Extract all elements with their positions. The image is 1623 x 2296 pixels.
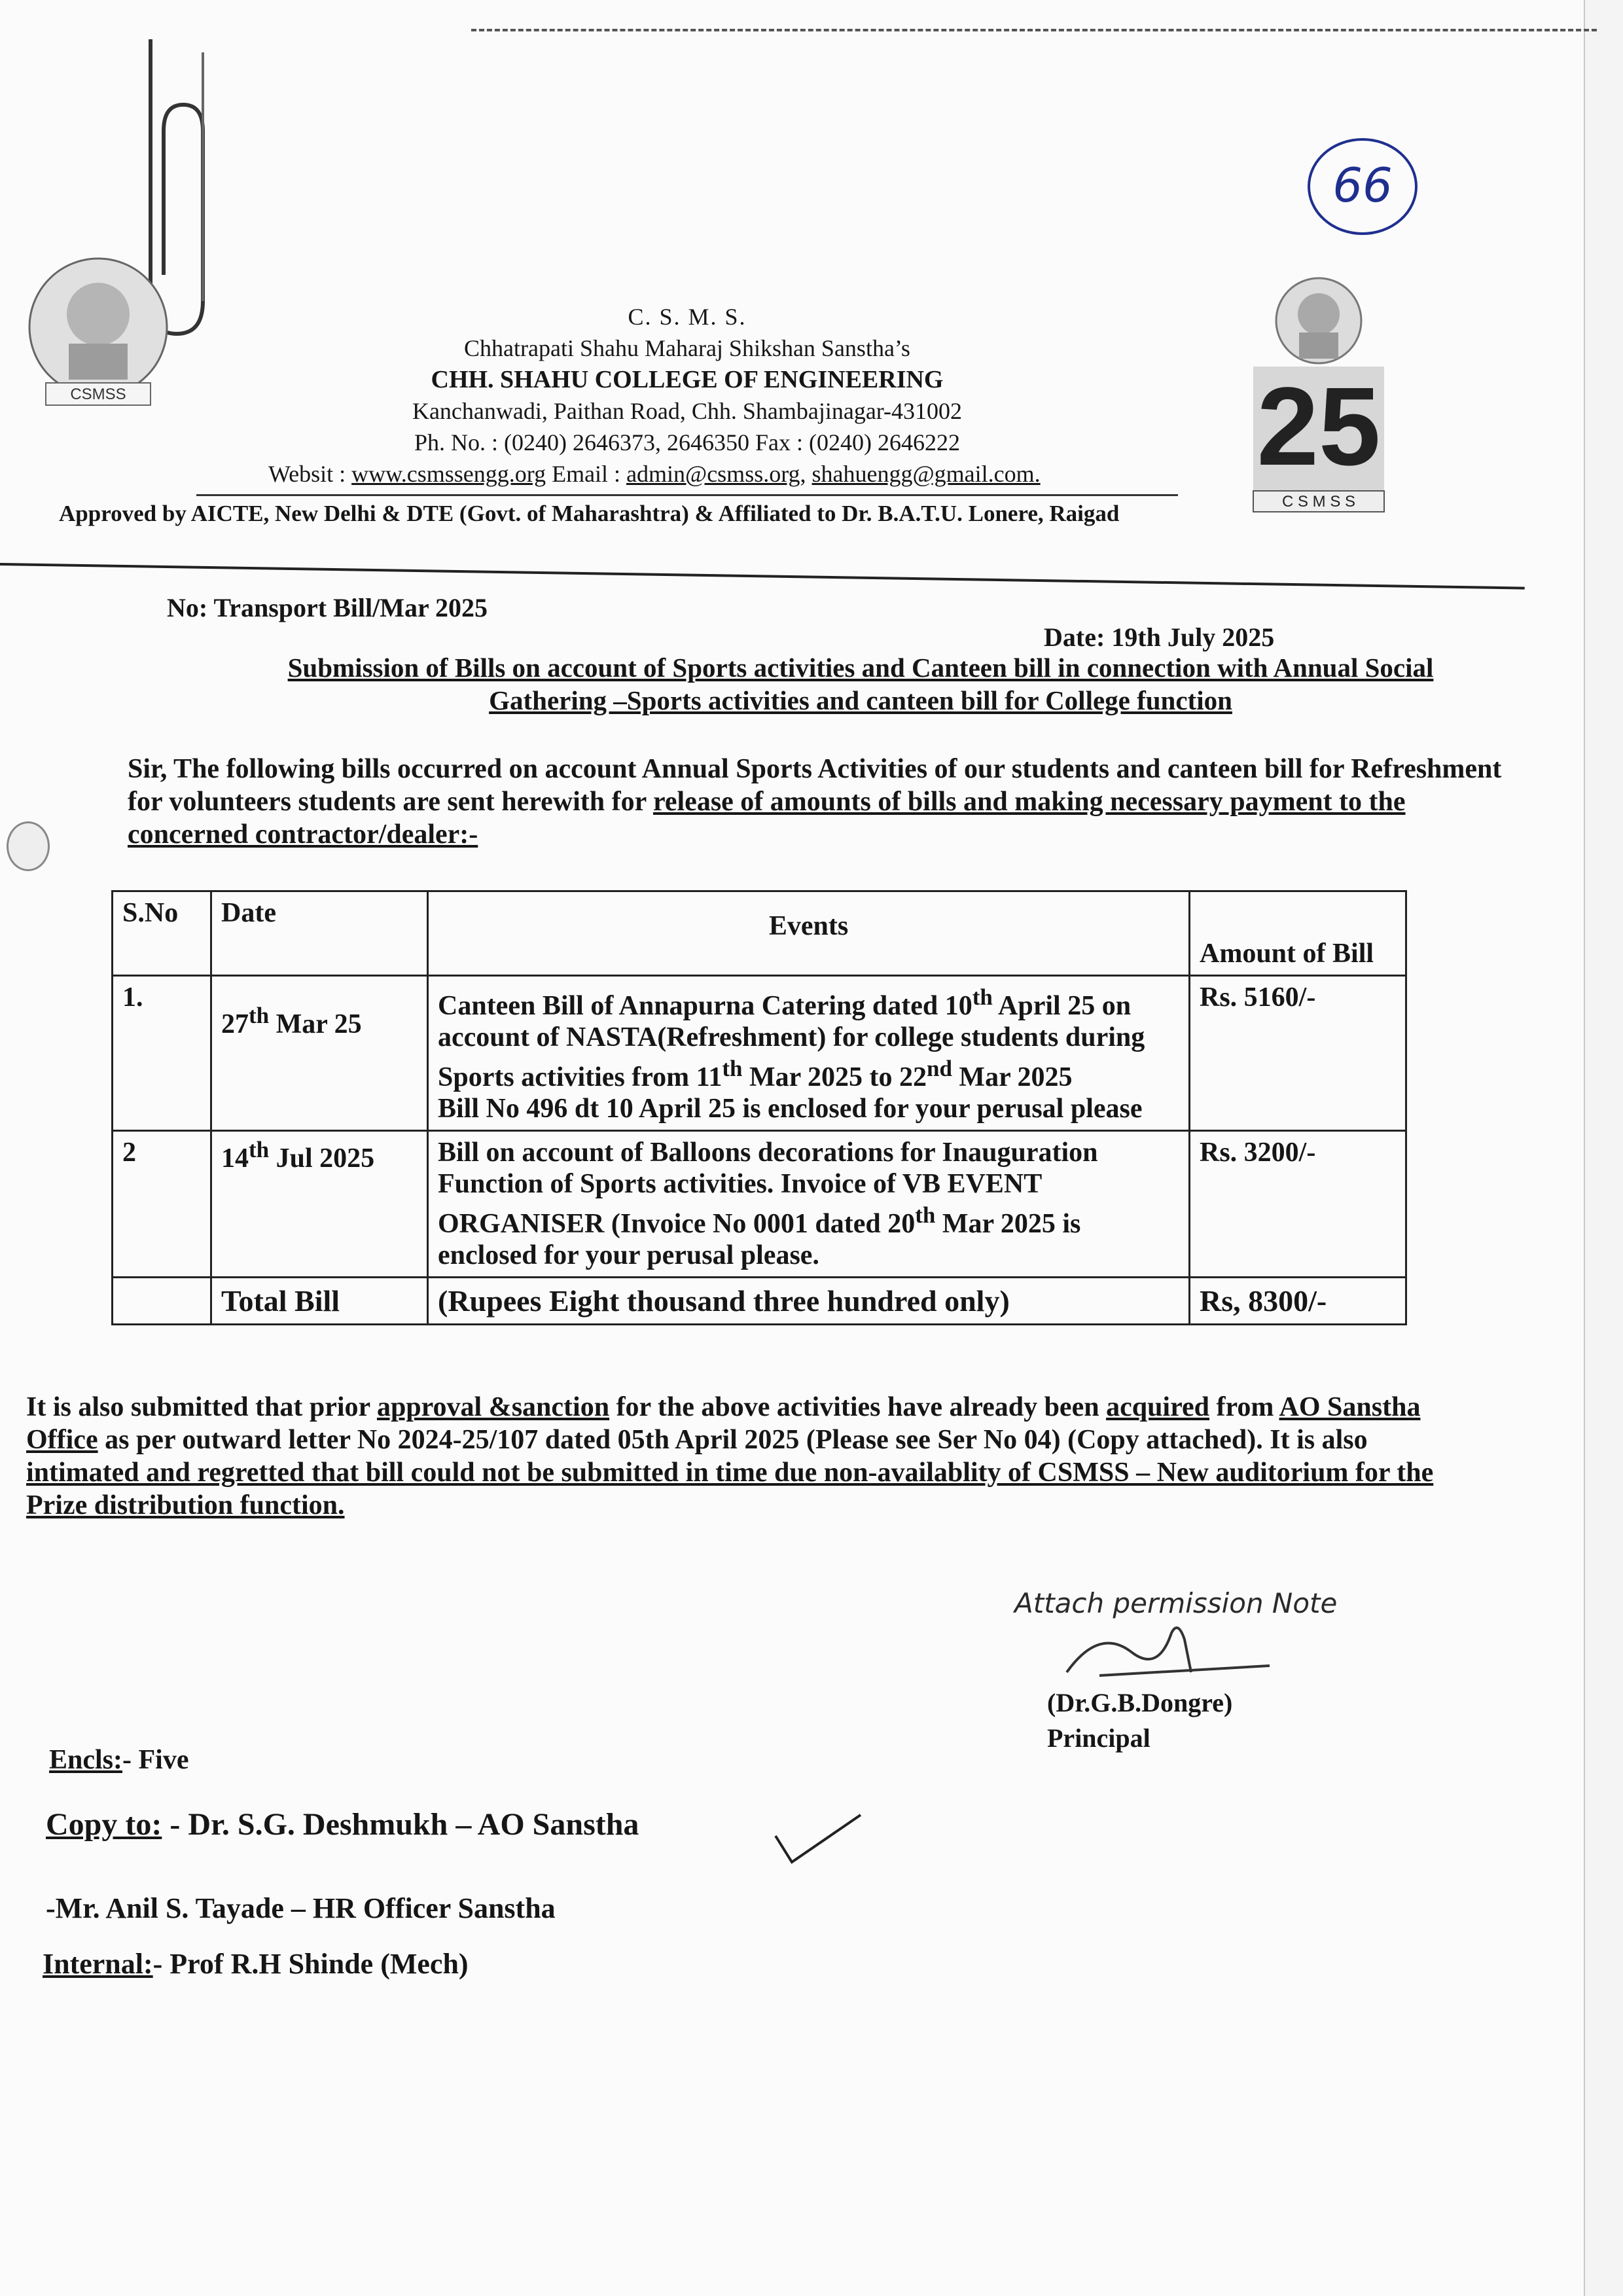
row2-event-b-sup: th — [915, 1202, 936, 1228]
copy-to — [46, 1806, 639, 1842]
internal-value: - Prof R.H Shinde (Mech) — [152, 1948, 469, 1980]
encls-label: Encls: — [49, 1745, 123, 1775]
bills-table — [111, 890, 1407, 1325]
row1-sno: 1. — [113, 976, 211, 1131]
intro-paragraph — [128, 753, 1502, 851]
copy-to-value: - Dr. S.G. Deshmukh – AO Sanstha — [162, 1807, 639, 1842]
signatory-title: Principal — [1047, 1723, 1150, 1753]
page-number: 66 — [1332, 158, 1393, 213]
row1-date — [211, 976, 428, 1131]
row1-event-f: Mar 2025 — [952, 1062, 1073, 1092]
row2-event — [428, 1131, 1190, 1278]
intro-underlined: release of amounts of bills and making necessary payment to the concerned contractor/dealer:- — [128, 787, 1406, 850]
row2-event-b: 20 — [887, 1209, 916, 1239]
header-rule — [196, 494, 1178, 496]
closing-u1: approval &sanction — [376, 1392, 610, 1422]
row1-date-day: 27 — [221, 1009, 249, 1039]
row1-event-d: 11 — [696, 1062, 722, 1092]
encls-value: - Five — [122, 1745, 189, 1775]
page-number-circle — [1302, 131, 1423, 242]
row1-event — [428, 976, 1190, 1131]
header-line-1: C. S. M. S. — [628, 304, 747, 330]
copy-to-label: Copy to: — [46, 1807, 162, 1842]
row1-event-b-sup: th — [972, 984, 993, 1010]
csmss-logo-left — [23, 242, 173, 439]
college-phone: Ph. No. : (0240) 2646373, 2646350 Fax : (0240) 2646222 — [414, 429, 960, 456]
logo-right-text: C S M S S — [1281, 493, 1356, 511]
row2-date-sup: th — [249, 1137, 270, 1162]
header-divider — [0, 563, 1525, 590]
logo-right-number: 25 — [1257, 365, 1381, 489]
internal-label: Internal: — [43, 1948, 153, 1980]
row1-amount: Rs. 5160/- — [1190, 976, 1406, 1131]
tick-mark — [772, 1810, 864, 1869]
college-name: CHH. SHAHU COLLEGE OF ENGINEERING — [431, 366, 944, 393]
email-link-2[interactable]: shahuengg@gmail.com. — [812, 461, 1041, 487]
row1-event-g: Bill No 496 dt 10 April 25 is enclosed for your perusal please — [438, 1094, 1143, 1124]
total-label: Total Bill — [211, 1278, 428, 1325]
table-total-row — [113, 1278, 1406, 1325]
website-link[interactable]: www.csmssengg.org — [351, 461, 546, 487]
email-label: Email : — [546, 461, 627, 487]
row2-event-c: Mar 2025 is enclosed for your perusal please. — [438, 1209, 1081, 1270]
table-row — [113, 976, 1406, 1131]
letterhead — [196, 301, 1178, 490]
handwritten-note: Attach permission Note — [1014, 1587, 1338, 1619]
punch-hole — [7, 821, 50, 871]
approval-line: Approved by AICTE, New Delhi & DTE (Govt. of Maharashtra) & Affiliated to Dr. B.A.T.U. Lonere, Raigad — [59, 501, 1120, 526]
row2-date-day: 14 — [221, 1143, 249, 1174]
letter-date: Date: 19th July 2025 — [1044, 622, 1275, 652]
row2-amount: Rs. 3200/- — [1190, 1131, 1406, 1278]
total-empty-cell — [113, 1278, 211, 1325]
header-date: Date — [211, 891, 428, 976]
signature-mark — [1060, 1613, 1283, 1685]
row1-event-e-sup: nd — [926, 1056, 952, 1081]
closing-u4: intimated and regretted that bill could not be submitted in time due non-availablity of CSMSS – New auditorium for the Prize distribution function. — [26, 1458, 1434, 1520]
intro-text: Sir, The following bills occurred on account Annual Sports Activities of our students and canteen bill for Refreshment for volunteers students are sent herewith for — [128, 754, 1502, 817]
enclosures — [49, 1744, 188, 1776]
college-contact — [196, 458, 1178, 490]
signatory-name: (Dr.G.B.Dongre) — [1047, 1688, 1233, 1717]
row1-date-rest: Mar 25 — [269, 1009, 362, 1039]
row1-event-d-sup: th — [722, 1056, 743, 1081]
closing-t1: It is also submitted that prior — [26, 1392, 377, 1422]
silver-jubilee-logo — [1247, 268, 1391, 517]
row1-event-e: Mar 2025 to 22 — [742, 1062, 927, 1092]
header-events: Events — [428, 891, 1190, 976]
reference-number: No: Transport Bill/Mar 2025 — [167, 593, 488, 622]
table-row — [113, 1131, 1406, 1278]
header-amount: Amount of Bill — [1190, 891, 1406, 976]
closing-t4: as per outward letter No 2024-25/107 dated 05th April 2025 (Please see Ser No 04) (Copy attached). It is also — [98, 1425, 1368, 1455]
closing-paragraph — [26, 1391, 1466, 1522]
copy-to-second: -Mr. Anil S. Tayade – HR Officer Sanstha — [46, 1892, 556, 1924]
header-line-2: Chhatrapati Shahu Maharaj Shikshan Sanstha’s — [464, 335, 910, 361]
total-words: (Rupees Eight thousand three hundred only) — [428, 1278, 1190, 1325]
email-sep: , — [800, 461, 812, 487]
logo-left-text: CSMSS — [70, 386, 126, 403]
row2-sno: 2 — [113, 1131, 211, 1278]
row2-date — [211, 1131, 428, 1278]
table-header-row — [113, 891, 1406, 976]
closing-t3: from — [1209, 1392, 1279, 1422]
closing-u2: acquired — [1106, 1392, 1209, 1422]
letter-subject: Submission of Bills on account of Sports activities and Canteen bill in connection with Annual Social Gathering –Sports activities and canteen bill for College function — [287, 653, 1434, 715]
row2-date-rest: Jul 2025 — [269, 1143, 375, 1174]
signatory — [1047, 1685, 1232, 1756]
row1-event-b: 10 — [944, 991, 972, 1021]
row1-date-sup: th — [249, 1003, 270, 1028]
total-amount: Rs, 8300/- — [1190, 1278, 1406, 1325]
website-label: Websit : — [268, 461, 352, 487]
email-link-1[interactable]: admin@csmss.org — [626, 461, 800, 487]
internal-copy — [43, 1947, 469, 1981]
row1-event-a: Canteen Bill of Annapurna Catering dated — [438, 991, 945, 1021]
college-address: Kanchanwadi, Paithan Road, Chh. Shambajinagar-431002 — [412, 398, 963, 424]
row1-event-c: April 25 on account of NASTA(Refreshment) for college students during Sports activities from — [438, 991, 1145, 1092]
row2-event-a: Bill on account of Balloons decorations for Inauguration Function of Sports activities. Invoice of VB EVENT ORGANISER (Invoice No 0001 dated — [438, 1138, 1098, 1239]
closing-u3: AO Sanstha Office — [26, 1392, 1421, 1455]
header-sno: S.No — [113, 891, 211, 976]
scan-edge-line — [471, 29, 1597, 31]
closing-t2: for the above activities have already been — [609, 1392, 1107, 1422]
